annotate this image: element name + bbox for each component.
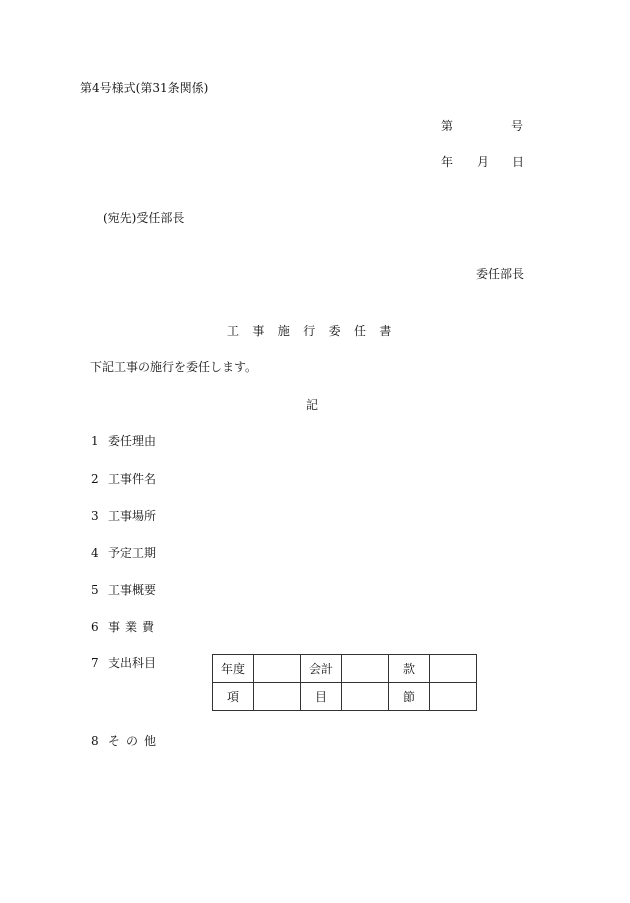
list-item	[91, 657, 156, 669]
item-label: 予定工期	[108, 546, 157, 560]
table-row	[213, 655, 477, 683]
table-cell: 節	[389, 683, 430, 711]
item-number: 2	[91, 472, 99, 486]
table-cell	[430, 655, 477, 683]
table-row	[213, 683, 477, 711]
date-day-label: 日	[512, 155, 525, 169]
document-number-prefix: 第	[441, 119, 454, 133]
item-number: 8	[91, 734, 99, 748]
document-number-suffix: 号	[511, 119, 524, 133]
date-year-label: 年	[441, 155, 454, 169]
item-label: 委任理由	[108, 434, 157, 448]
table-cell: 款	[389, 655, 430, 683]
item-label: 工事件名	[108, 472, 157, 486]
intro-sentence: 下記工事の施行を委任します。	[90, 360, 258, 374]
item-number: 1	[91, 434, 99, 448]
ki-heading: 記	[306, 398, 319, 412]
table-cell: 年度	[213, 655, 254, 683]
table-cell	[342, 683, 389, 711]
item-number: 6	[91, 620, 99, 634]
list-item	[91, 510, 156, 522]
item-number: 4	[91, 546, 99, 560]
list-item	[91, 735, 162, 747]
item-label: 工事概要	[108, 583, 157, 597]
table-cell: 項	[213, 683, 254, 711]
table-cell	[342, 655, 389, 683]
item-label: 事業費	[108, 620, 160, 634]
expenditure-account-table	[212, 654, 477, 711]
list-item	[91, 584, 156, 596]
table-cell	[254, 683, 301, 711]
table-cell: 会計	[301, 655, 342, 683]
date-month-label: 月	[477, 155, 490, 169]
list-item	[91, 621, 159, 633]
list-item	[91, 473, 156, 485]
addressee: (宛先)受任部長	[103, 211, 185, 225]
list-item	[91, 435, 156, 447]
list-item	[91, 547, 156, 559]
item-label: 支出科目	[108, 656, 157, 670]
table-cell	[430, 683, 477, 711]
sender: 委任部長	[476, 267, 525, 281]
item-number: 7	[91, 656, 99, 670]
item-number: 3	[91, 509, 99, 523]
table-cell: 目	[301, 683, 342, 711]
table-cell	[254, 655, 301, 683]
item-label: その他	[108, 734, 163, 748]
document-title: 工事施行委任書	[227, 324, 405, 338]
form-number-header: 第4号様式(第31条関係)	[80, 81, 209, 95]
item-label: 工事場所	[108, 509, 157, 523]
item-number: 5	[91, 583, 99, 597]
